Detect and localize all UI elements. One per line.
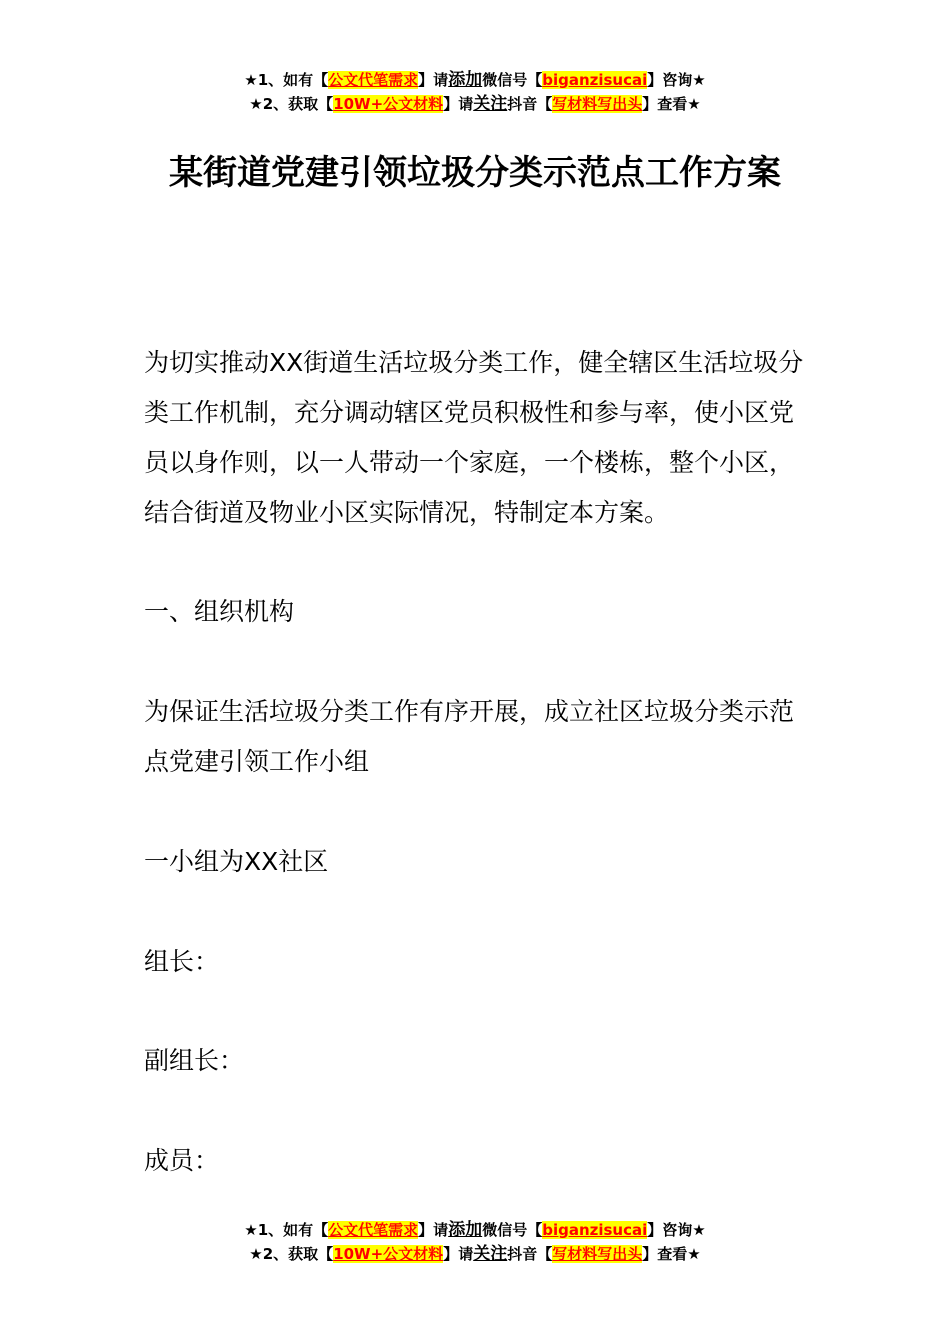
promo-wechat-id: biganzisucai bbox=[542, 1221, 648, 1239]
promo-highlight: 10W+公文材料 bbox=[333, 95, 444, 113]
promo-text: 】请 bbox=[443, 95, 474, 113]
promo-wechat-id: biganzisucai bbox=[542, 71, 648, 89]
promo-line-2 bbox=[0, 1242, 950, 1266]
promo-highlight: 公文代笔需求 bbox=[328, 71, 419, 89]
promo-text: 】咨询★ bbox=[647, 1221, 706, 1239]
promo-line-2 bbox=[0, 92, 950, 116]
document-title: 某街道党建引领垃圾分类示范点工作方案 bbox=[169, 153, 781, 193]
promo-highlight: 公文代笔需求 bbox=[328, 1221, 419, 1239]
group-line: 一小组为XX社区 bbox=[144, 847, 329, 876]
promo-text: ★1、如有【 bbox=[244, 1221, 329, 1239]
promo-text: 抖音【 bbox=[507, 1245, 553, 1263]
promo-text: 抖音【 bbox=[507, 95, 553, 113]
leader-line: 组长： bbox=[144, 947, 220, 976]
deputy-leader-line: 副组长： bbox=[144, 1046, 245, 1075]
promo-text: 微信号【 bbox=[482, 71, 543, 89]
promo-text: 微信号【 bbox=[482, 1221, 543, 1239]
promo-banner-top bbox=[0, 68, 950, 116]
promo-emphasis: 添加 bbox=[448, 70, 483, 90]
promo-text: ★2、获取【 bbox=[249, 1245, 334, 1263]
promo-highlight: 10W+公文材料 bbox=[333, 1245, 444, 1263]
promo-line-1 bbox=[0, 1218, 950, 1242]
section-heading: 一、组织机构 bbox=[144, 597, 295, 626]
promo-emphasis: 添加 bbox=[448, 1220, 483, 1240]
promo-line-1 bbox=[0, 68, 950, 92]
promo-text: 】查看★ bbox=[642, 1245, 701, 1263]
promo-text: ★1、如有【 bbox=[244, 71, 329, 89]
promo-text: 】请 bbox=[443, 1245, 474, 1263]
promo-text: 】咨询★ bbox=[647, 71, 706, 89]
promo-emphasis: 关注 bbox=[473, 1244, 508, 1264]
promo-text: 】请 bbox=[418, 1221, 449, 1239]
promo-emphasis: 关注 bbox=[473, 94, 508, 114]
promo-text: 】查看★ bbox=[642, 95, 701, 113]
intro-paragraph: 为切实推动XX街道生活垃圾分类工作，健全辖区生活垃圾分类工作机制，充分调动辖区党员积极性和参与率，使小区党员以身作则，以一人带动一个家庭，一个楼栋，整个小区，结合街道及物业小区实际情况，特制定本方案。 bbox=[144, 348, 804, 527]
section-paragraph: 为保证生活垃圾分类工作有序开展，成立社区垃圾分类示范点党建引领工作小组 bbox=[144, 697, 795, 776]
members-line: 成员： bbox=[144, 1146, 220, 1175]
promo-banner-bottom bbox=[0, 1218, 950, 1266]
promo-highlight: 写材料写出头 bbox=[552, 1245, 643, 1263]
promo-text: ★2、获取【 bbox=[249, 95, 334, 113]
promo-highlight: 写材料写出头 bbox=[552, 95, 643, 113]
promo-text: 】请 bbox=[418, 71, 449, 89]
